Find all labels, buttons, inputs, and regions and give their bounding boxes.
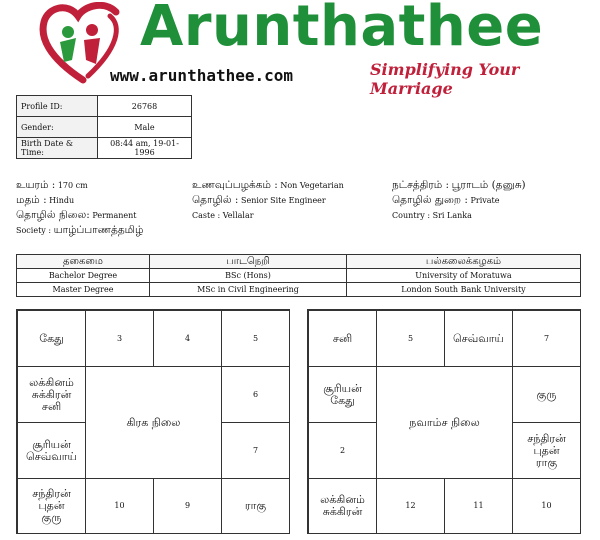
navamsa-cell: 7 [512, 310, 581, 367]
rasi-cell: 4 [153, 310, 222, 367]
table-row [17, 269, 581, 283]
rasi-cell: 5 [221, 310, 290, 367]
rasi-chart-title: கிரக நிலை [85, 366, 222, 479]
gender-label: Gender: [17, 117, 98, 138]
rasi-cell: 10 [85, 478, 154, 534]
qualification-header: தகைமை [17, 255, 150, 269]
rasi-cell: 9 [153, 478, 222, 534]
caste-value: Vellalar [222, 211, 254, 220]
table-row [17, 117, 192, 138]
navamsa-chart [307, 309, 581, 534]
diet-label: உணவுப்பழக்கம் : [192, 179, 278, 191]
job-status-value: Permanent [92, 211, 137, 220]
religion-label: மதம் : [16, 194, 47, 206]
navamsa-cell: 10 [512, 478, 581, 534]
table-cell: University of Moratuwa [347, 269, 581, 283]
course-header: பாடநெறி [150, 255, 347, 269]
profile-id-value: 26768 [98, 96, 192, 117]
table-header-row [17, 255, 581, 269]
job-sector-label: தொழில் துறை : [392, 194, 468, 206]
height-label: உயரம் : [16, 179, 56, 191]
navamsa-cell: சனி [308, 310, 377, 367]
rasi-cell: லக்கினம் சுக்கிரன் சனி [17, 366, 86, 423]
table-cell: BSc (Hons) [150, 269, 347, 283]
navamsa-cell: செவ்வாய் [444, 310, 513, 367]
job-sector-value: Private [470, 196, 500, 205]
navamsa-cell: 2 [308, 422, 377, 479]
rasi-cell: 6 [221, 366, 290, 423]
tagline: Simplifying Your Marriage [370, 60, 520, 98]
occupation-value: Senior Site Engineer [240, 196, 326, 205]
birth-value: 08:44 am, 19-01-1996 [98, 138, 192, 159]
country-value: Sri Lanka [432, 211, 472, 220]
society-value: யாழ்ப்பாணத்தமிழ் [53, 224, 144, 236]
navamsa-cell: 11 [444, 478, 513, 534]
society-label: Society : [16, 226, 52, 235]
brand-name: Arunthathee [140, 0, 544, 59]
navamsa-cell: லக்கினம் சுக்கிரன் [308, 478, 377, 534]
rasi-cell: 7 [221, 422, 290, 479]
navamsa-cell: 12 [376, 478, 445, 534]
navamsa-cell: சந்திரன் புதன் ராகு [512, 422, 581, 479]
religion-value: Hindu [49, 196, 75, 205]
table-cell: Bachelor Degree [17, 269, 150, 283]
navamsa-cell: குரு [512, 366, 581, 423]
table-cell: MSc in Civil Engineering [150, 283, 347, 297]
profile-id-label: Profile ID: [17, 96, 98, 117]
university-header: பல்கலைக்கழகம் [347, 255, 581, 269]
table-row [17, 283, 581, 297]
education-table [16, 254, 581, 297]
birth-label: Birth Date & Time: [17, 138, 98, 159]
caste-label: Caste : [192, 211, 221, 220]
rasi-cell: சந்திரன் புதன் குரு [17, 478, 86, 534]
diet-value: Non Vegetarian [280, 181, 344, 190]
table-row [17, 96, 192, 117]
star-value: பூராடம் (தனுசு) [451, 179, 526, 191]
rasi-cell: ராகு [221, 478, 290, 534]
job-status-label: தொழில் நிலை: [16, 209, 90, 221]
height-value: 170 cm [57, 181, 88, 190]
header [0, 0, 600, 98]
table-cell: Master Degree [17, 283, 150, 297]
rasi-cell: 3 [85, 310, 154, 367]
occupation-label: தொழில் : [192, 194, 239, 206]
profile-table [16, 95, 192, 159]
table-row [17, 138, 192, 159]
country-label: Country : [392, 211, 431, 220]
rasi-cell: சூரியன் செவ்வாய் [17, 422, 86, 479]
navamsa-cell: சூரியன் கேது [308, 366, 377, 423]
table-cell: London South Bank University [347, 283, 581, 297]
navamsa-cell: 5 [376, 310, 445, 367]
rasi-chart [16, 309, 290, 534]
gender-value: Male [98, 117, 192, 138]
details-section [16, 178, 596, 238]
rasi-cell: கேது [17, 310, 86, 367]
star-label: நட்சத்திரம் : [392, 179, 450, 191]
navamsa-chart-title: நவாம்ச நிலை [376, 366, 513, 479]
website-url[interactable]: www.arunthathee.com [110, 66, 294, 85]
